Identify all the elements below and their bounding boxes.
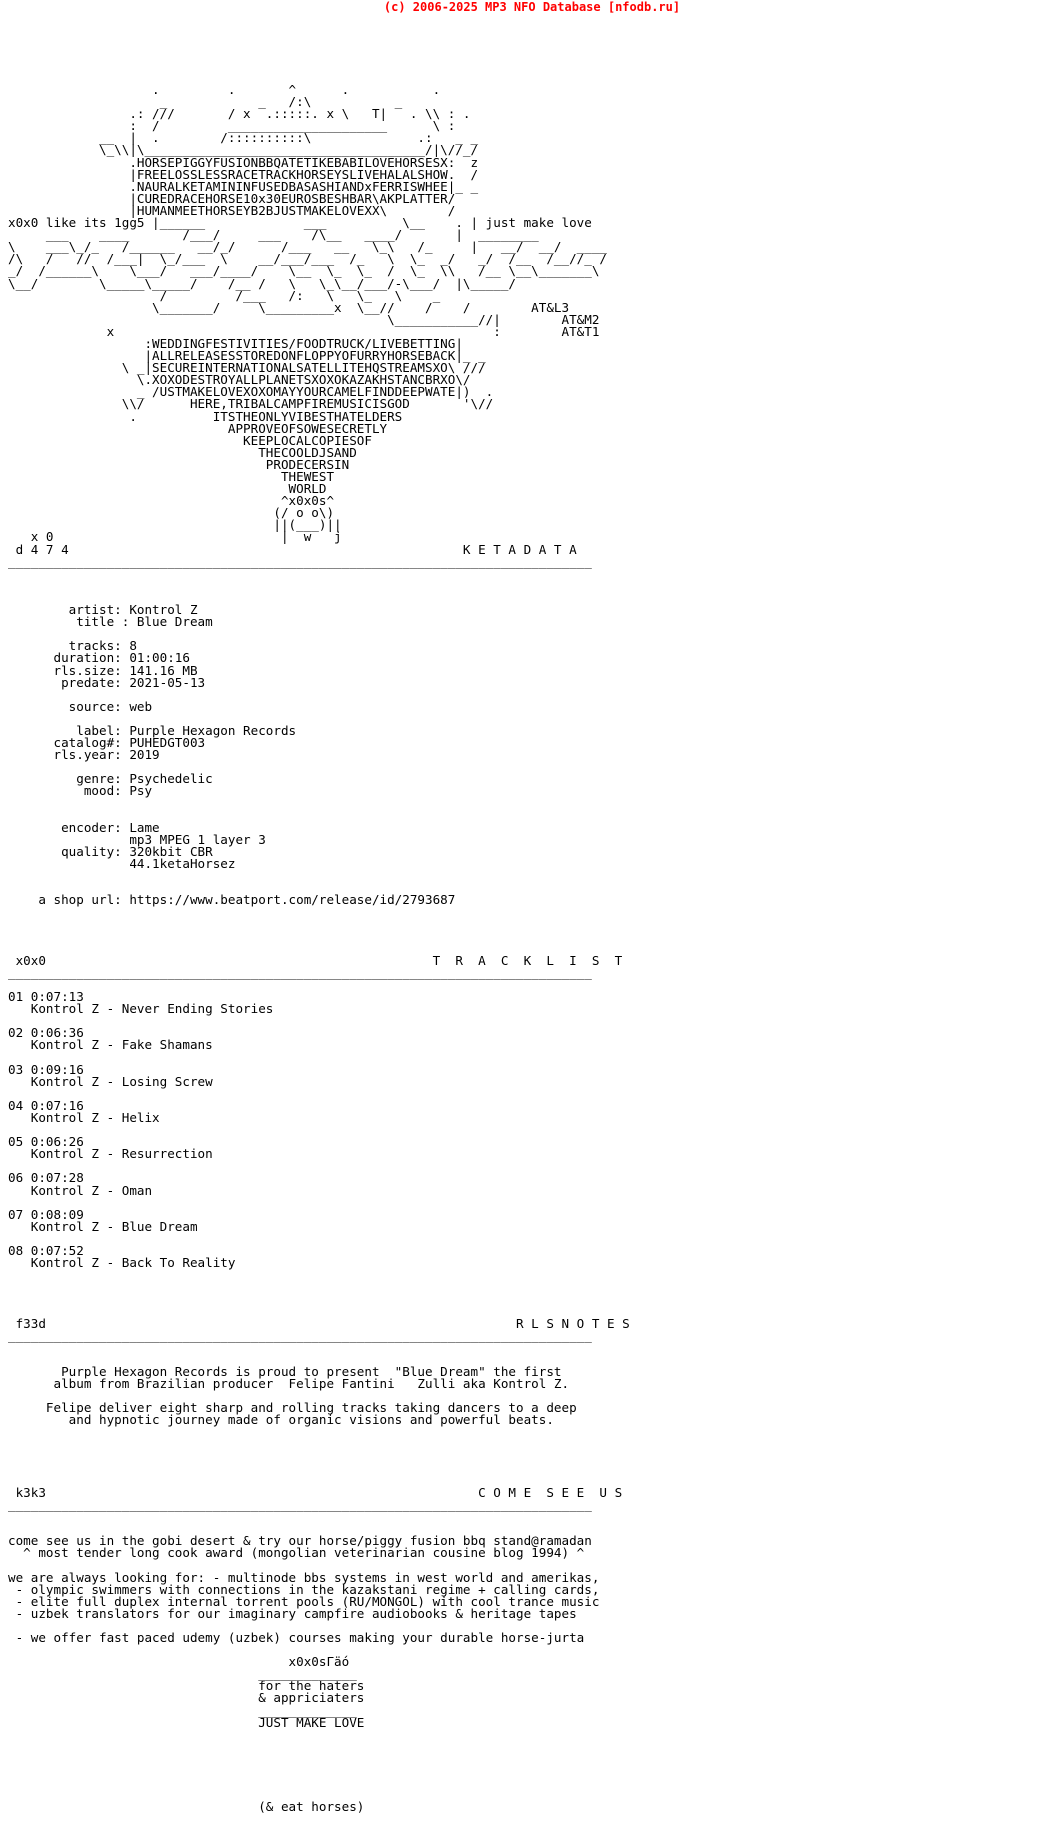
nfo-line: k3k3 C O M E S E E U S [8, 1484, 623, 1500]
nfo-line [8, 979, 630, 991]
nfo-line: \.XOXODESTROYALLPLANETSXOXOKAZAKHSTANCBRXO\/ [8, 372, 471, 388]
nfo-line: & appriciaters [8, 1690, 365, 1706]
nfo-line: title : Blue Dream [8, 614, 213, 630]
nfo-line: \_______/ \_________x \__// / / AT&L3 [8, 299, 570, 315]
nfo-line: 04 0:07:16 [8, 1097, 84, 1113]
nfo-line: come see us in the gobi desert & try our horse/piggy fusion bbq stand@ramadan [8, 1533, 592, 1549]
nfo-line: 05 0:06:26 [8, 1134, 84, 1150]
nfo-line: quality: 320kbit CBR [8, 843, 213, 859]
nfo-line: ^ most tender long cook award (mongolian veterinarian cousine blog 1994) ^ [8, 1545, 585, 1561]
nfo-line [8, 931, 630, 943]
nfo-line: predate: 2021-05-13 [8, 674, 206, 690]
nfo-line: |ALLRELEASESSTOREDONFLOPPYOFURRYHORSEBACK|_ _ [8, 348, 486, 364]
nfo-line: x 0 | w j [8, 529, 342, 545]
nfo-line: 01 0:07:13 [8, 989, 84, 1005]
nfo-line [8, 1197, 630, 1209]
nfo-line: _____________________________________________________________________________ [8, 1327, 592, 1343]
nfo-text-block [8, 84, 630, 1813]
nfo-line: 02 0:06:36 [8, 1025, 84, 1041]
nfo-line: x0x0 T R A C K L I S T [8, 952, 623, 968]
copyright-banner: (c) 2006-2025 MP3 NFO Database [nfodb.ru] [383, 0, 681, 14]
nfo-line: _____________ [8, 1666, 357, 1682]
nfo-line: .HORSEPIGGYFUSIONBBQATETIKEBABILOVEHORSESX: z [8, 154, 479, 170]
nfo-line [8, 918, 630, 930]
nfo-line: tracks: 8 [8, 638, 137, 654]
nfo-line: _/ /______\ \___/ ___/____/ \__ \_ \_ / \_ \\ /__ \__\_______\ [8, 263, 600, 279]
nfo-line: Kontrol Z - Blue Dream [8, 1218, 198, 1234]
nfo-line: 06 0:07:28 [8, 1170, 84, 1186]
nfo-line [8, 1293, 630, 1305]
nfo-line: (/ o o\) [8, 505, 335, 521]
nfo-line [8, 906, 630, 918]
nfo-line: genre: Psychedelic [8, 771, 213, 787]
nfo-line: _ _ /:\ _ [8, 94, 403, 110]
nfo-line: Kontrol Z - Back To Reality [8, 1255, 236, 1271]
nfo-line: WORLD [8, 481, 327, 497]
nfo-line: 07 0:08:09 [8, 1206, 84, 1222]
nfo-line [8, 798, 630, 810]
nfo-line: \___________//| AT&M2 [8, 311, 600, 327]
nfo-line: APPROVEOFSOWESECRETLY [8, 420, 388, 436]
nfo-line: Kontrol Z - Losing Screw [8, 1073, 213, 1089]
nfo-line: ___ ____ /___/ ___ /\__ ____/ | ________ [8, 227, 539, 243]
nfo-line: / /___ /: \ \_ \ _ [8, 287, 441, 303]
nfo-line: Kontrol Z - Helix [8, 1109, 160, 1125]
nfo-line: Kontrol Z - Fake Shamans [8, 1037, 213, 1053]
nfo-line: mp3 MPEG 1 layer 3 [8, 831, 266, 847]
nfo-line [8, 1729, 630, 1741]
nfo-line: THEWEST [8, 469, 335, 484]
nfo-line: Kontrol Z - Resurrection [8, 1146, 213, 1162]
nfo-line: __ | . /::::::::::\ .: _ _ [8, 130, 479, 146]
nfo-line: _____________ [8, 1702, 357, 1718]
nfo-line: label: Purple Hexagon Records [8, 722, 297, 738]
nfo-line [8, 568, 630, 580]
nfo-line: _ /USTMAKELOVEXOXOMAYYOURCAMELFINDDEEPWATE|) . [8, 384, 494, 400]
nfo-line [8, 1124, 630, 1136]
nfo-line [8, 1052, 630, 1064]
nfo-line [8, 1451, 630, 1463]
nfo-line: |FREELOSSLESSRACETRACKHORSEYSLIVEHALALSHOW. / [8, 166, 479, 182]
nfo-line: Kontrol Z - Never Ending Stories [8, 1001, 274, 1017]
nfo-line: _____________________________________________________________________________ [8, 1496, 592, 1512]
nfo-line: duration: 01:00:16 [8, 650, 190, 666]
nfo-line: _____________________________________________________________________________ [8, 964, 592, 980]
nfo-line: : / _____________________ \ : [8, 118, 456, 134]
nfo-line [8, 1015, 630, 1027]
nfo-line: x : AT&T1 [8, 323, 600, 339]
nfo-line [8, 1342, 630, 1354]
nfo-line: /\ / // /___| \_/___ \ __/___/___ /_ \ \_ _/ _/ /__ /__//_ / [8, 251, 607, 267]
nfo-line: 44.1ketaHorsez [8, 856, 236, 871]
nfo-line: - elite full duplex internal torrent pools (RU/MONGOL) with cool trance music [8, 1593, 600, 1609]
nfo-line: mood: Psy [8, 783, 153, 799]
nfo-line [8, 1765, 630, 1777]
nfo-line: and hypnotic journey made of organic visions and powerful beats. [8, 1412, 554, 1428]
nfo-line: :WEDDINGFESTIVITIES/FOODTRUCK/LIVEBETTING| [8, 335, 463, 351]
nfo-line: a shop url: https://www.beatport.com/release/id/2793687 [8, 892, 456, 908]
nfo-line: \ ___\_/_ /______ __/_/ /___ __ \_\ /_ | __/ __/ ____ [8, 239, 607, 255]
nfo-line [8, 580, 630, 592]
nfo-line [8, 1233, 630, 1245]
nfo-line: - uzbek translators for our imaginary campfire audiobooks & heritage tapes [8, 1605, 577, 1621]
nfo-line: rls.year: 2019 [8, 747, 160, 763]
nfo-line [8, 1753, 630, 1765]
nfo-line: |HUMANMEETHORSEYB2BJUSTMAKELOVEXX\ / [8, 202, 456, 218]
nfo-line: source: web [8, 698, 153, 714]
nfo-line: album from Brazilian producer Felipe Fantini Zulli aka Kontrol Z. [8, 1376, 570, 1392]
nfo-line [8, 1281, 630, 1293]
nfo-line: rls.size: 141.16 MB [8, 662, 198, 678]
nfo-line [8, 1426, 630, 1438]
nfo-line: \\/ HERE,TRIBALCAMPFIREMUSICISGOD '\// [8, 396, 494, 412]
nfo-line: we are always looking for: - multinode bbs systems in west world and amerikas, [8, 1569, 600, 1585]
nfo-line: PRODECERSIN [8, 456, 350, 472]
nfo-line: x0x0sΓäó [8, 1654, 350, 1670]
nfo-line [8, 1160, 630, 1172]
nfo-line [8, 1511, 630, 1523]
nfo-line: Kontrol Z - Oman [8, 1182, 153, 1198]
nfo-line: KEEPLOCALCOPIESOF [8, 432, 372, 448]
nfo-line [8, 1777, 630, 1789]
nfo-line: 08 0:07:52 [8, 1243, 84, 1258]
nfo-line: x0x0 like its 1gg5 |______ ___ \__ . | just make love [8, 215, 592, 231]
nfo-line [8, 870, 630, 882]
nfo-line [8, 1088, 630, 1100]
nfo-line: ^x0x0s^ [8, 493, 335, 509]
nfo-line: Felipe deliver eight sharp and rolling tracks taking dancers to a deep [8, 1400, 577, 1416]
nfo-line: for the haters [8, 1678, 365, 1694]
nfo-line: artist: Kontrol Z [8, 602, 198, 618]
nfo-line: f33d R L S N O T E S [8, 1315, 630, 1331]
nfo-line: Purple Hexagon Records is proud to present "Blue Dream" the first [8, 1363, 562, 1379]
nfo-line: 03 0:09:16 [8, 1061, 84, 1077]
nfo-line: .: /// / x .:::::. x \ T| . \\ : . [8, 106, 471, 122]
nfo-line: \_\\|\_____________________________________/|\//_/ [8, 142, 479, 158]
nfo-line [8, 1269, 630, 1281]
nfo-line: THECOOLDJSAND [8, 444, 357, 460]
nfo-line: . ITSTHEONLYVIBESTHATELDERS [8, 408, 403, 424]
nfo-line: _____________________________________________________________________________ [8, 553, 592, 569]
nfo-line: .NAURALKETAMININFUSEDBASASHIANDxFERRISWHEE|_ _ [8, 178, 479, 194]
nfo-line: JUST MAKE LOVE [8, 1714, 365, 1730]
nfo-line: catalog#: PUHEDGT003 [8, 735, 206, 751]
nfo-line: . . ^ . . [8, 82, 441, 97]
nfo-line [8, 1741, 630, 1753]
nfo-line: - we offer fast paced udemy (uzbek) courses making your durable horse-jurta [8, 1630, 585, 1645]
nfo-line [8, 1463, 630, 1475]
nfo-line: - olympic swimmers with connections in the kazakstani regime + calling cards, [8, 1581, 600, 1597]
nfo-line: (& eat horses) [8, 1799, 365, 1815]
nfo-line: \ _|SECUREINTERNATIONALSATELLITEHQSTREAMSXO\ /// [8, 360, 486, 376]
nfo-line: encoder: Lame [8, 819, 160, 835]
nfo-line: \__/ \_____\_____/ /__ / \ \_\__/___/-\___/ |\_____/ [8, 275, 516, 291]
nfo-line [8, 1439, 630, 1451]
nfo-line: |CUREDRACEHORSE10x30EUROSBESHBAR\AKPLATTER/ [8, 190, 456, 206]
nfo-line: d 4 7 4 K E T A D A T A [8, 541, 577, 557]
nfo-line: ||(___)|| [8, 517, 342, 533]
